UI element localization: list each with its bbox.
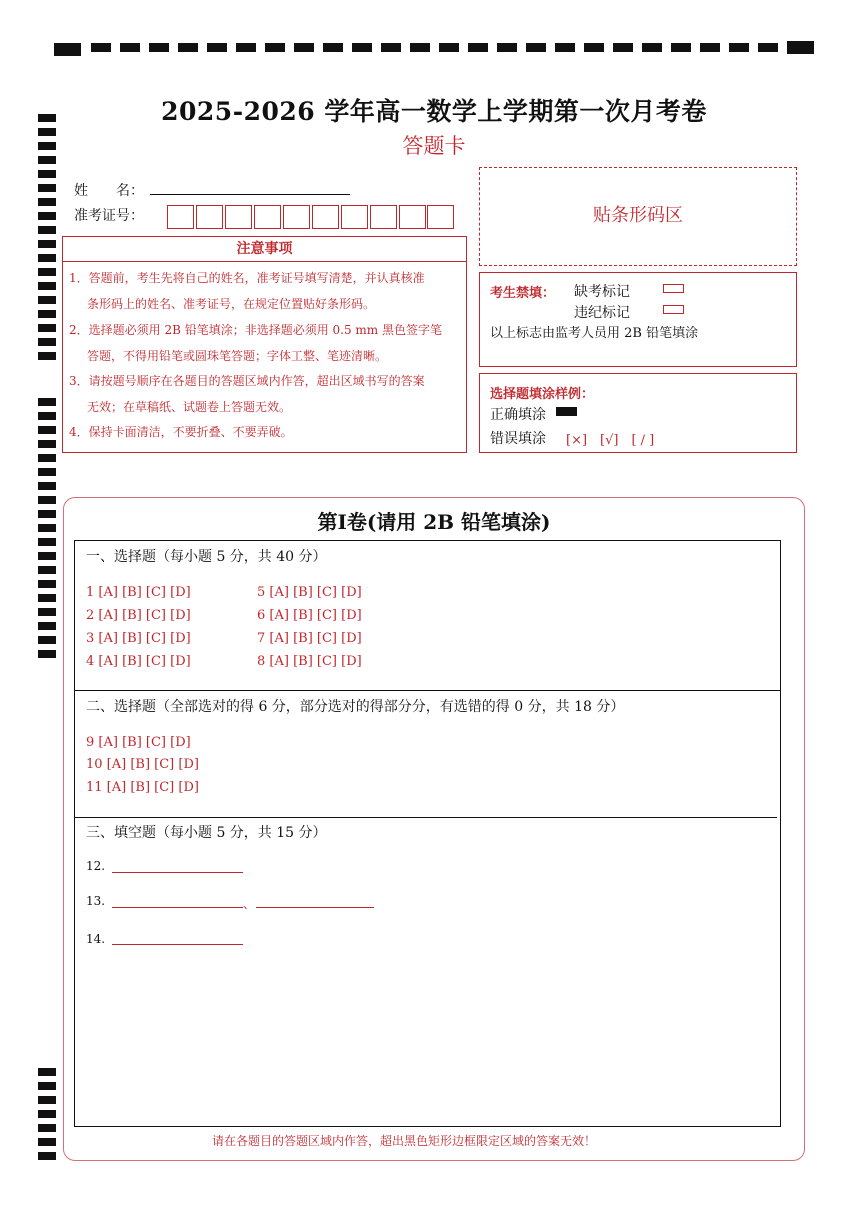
notice-line: 1．答题前，考生先将自己的姓名，准考证号填写清楚，并认真核准 bbox=[69, 271, 425, 285]
notice-line: 条形码上的姓名、准考证号，在规定位置贴好条形码。 bbox=[87, 297, 376, 311]
name-field[interactable] bbox=[150, 194, 350, 195]
exam-id-digit-box[interactable] bbox=[196, 205, 223, 229]
page-subtitle: 答题卡 bbox=[402, 134, 466, 158]
notice-line: 4．保持卡面清洁，不要折叠、不要弄破。 bbox=[69, 425, 293, 439]
mc-question-11[interactable]: 11 [A] [B] [C] [D] bbox=[86, 780, 199, 795]
mc-question-8[interactable]: 8 [A] [B] [C] [D] bbox=[257, 654, 362, 669]
exam-id-digit-box[interactable] bbox=[283, 205, 310, 229]
volume-title: 第Ⅰ卷(请用 2B 铅笔填涂) bbox=[317, 510, 551, 534]
prohibited-heading: 考生禁填： bbox=[490, 286, 556, 301]
fill-question-12: 12. bbox=[86, 859, 106, 873]
section-divider bbox=[74, 690, 781, 691]
fill-question-13: 13. bbox=[86, 894, 106, 908]
wrong-fill-label: 错误填涂 bbox=[490, 431, 546, 447]
fill-blank-13b[interactable] bbox=[256, 907, 374, 908]
mc-question-5[interactable]: 5 [A] [B] [C] [D] bbox=[257, 585, 362, 600]
correct-fill-label: 正确填涂 bbox=[490, 407, 546, 423]
exam-id-digit-box[interactable] bbox=[399, 205, 426, 229]
exam-id-digit-box[interactable] bbox=[427, 205, 454, 229]
fill-blank-14[interactable] bbox=[112, 944, 243, 945]
notice-line: 2．选择题必须用 2B 铅笔填涂；非选择题必须用 0.5 mm 黑色签字笔 bbox=[69, 323, 443, 337]
absent-mark-box[interactable] bbox=[663, 284, 684, 293]
notice-line: 3．请按题号顺序在各题目的答题区域内作答，超出区域书写的答案 bbox=[69, 374, 425, 388]
exam-id-digit-box[interactable] bbox=[312, 205, 339, 229]
exam-id-digit-box[interactable] bbox=[225, 205, 252, 229]
exam-id-digit-box[interactable] bbox=[341, 205, 368, 229]
notice-heading: 注意事项 bbox=[62, 236, 467, 262]
violation-mark-label: 违纪标记 bbox=[574, 305, 630, 321]
mc-question-6[interactable]: 6 [A] [B] [C] [D] bbox=[257, 608, 362, 623]
fill-blank-12[interactable] bbox=[112, 872, 243, 873]
violation-mark-box[interactable] bbox=[663, 305, 684, 314]
mc-question-4[interactable]: 4 [A] [B] [C] [D] bbox=[86, 654, 191, 669]
exam-id-digit-box[interactable] bbox=[167, 205, 194, 229]
name-label: 姓 名： bbox=[74, 183, 144, 199]
fill-example-heading: 选择题填涂样例： bbox=[490, 387, 595, 402]
mc-question-10[interactable]: 10 [A] [B] [C] [D] bbox=[86, 757, 199, 772]
correct-fill-mark bbox=[556, 407, 577, 416]
exam-id-digit-box[interactable] bbox=[370, 205, 397, 229]
section-divider bbox=[74, 817, 777, 818]
fill-blank-13a[interactable] bbox=[112, 907, 243, 908]
mc-question-2[interactable]: 2 [A] [B] [C] [D] bbox=[86, 608, 191, 623]
section1-title: 一、选择题（每小题 5 分，共 40 分） bbox=[86, 549, 327, 565]
fill-separator: 、 bbox=[243, 897, 256, 911]
wrong-fill-marks: [×] [√] [ / ] bbox=[566, 433, 655, 448]
fill-question-14: 14. bbox=[86, 932, 106, 946]
section3-title: 三、填空题（每小题 5 分，共 15 分） bbox=[86, 825, 327, 841]
mc-question-7[interactable]: 7 [A] [B] [C] [D] bbox=[257, 631, 362, 646]
exam-id-label: 准考证号： bbox=[74, 208, 144, 224]
mc-question-3[interactable]: 3 [A] [B] [C] [D] bbox=[86, 631, 191, 646]
mc-question-1[interactable]: 1 [A] [B] [C] [D] bbox=[86, 585, 191, 600]
footer-note: 请在各题目的答题区域内作答，超出黑色矩形边框限定区域的答案无效！ bbox=[211, 1134, 596, 1148]
absent-mark-label: 缺考标记 bbox=[574, 284, 630, 300]
notice-line: 无效；在草稿纸、试题卷上答题无效。 bbox=[87, 400, 292, 414]
mc-question-9[interactable]: 9 [A] [B] [C] [D] bbox=[86, 735, 191, 750]
page-title: 2025-2026 学年高一数学上学期第一次月考卷 bbox=[161, 97, 707, 126]
notice-line: 答题，不得用铅笔或圆珠笔答题；字体工整、笔迹清晰。 bbox=[87, 349, 388, 363]
exam-id-digit-box[interactable] bbox=[254, 205, 281, 229]
section2-title: 二、选择题（全部选对的得 6 分，部分选对的得部分分，有选错的得 0 分，共 18 分） bbox=[86, 699, 625, 715]
prohibited-note: 以上标志由监考人员用 2B 铅笔填涂 bbox=[490, 326, 699, 341]
barcode-area: 贴条形码区 bbox=[479, 167, 797, 266]
